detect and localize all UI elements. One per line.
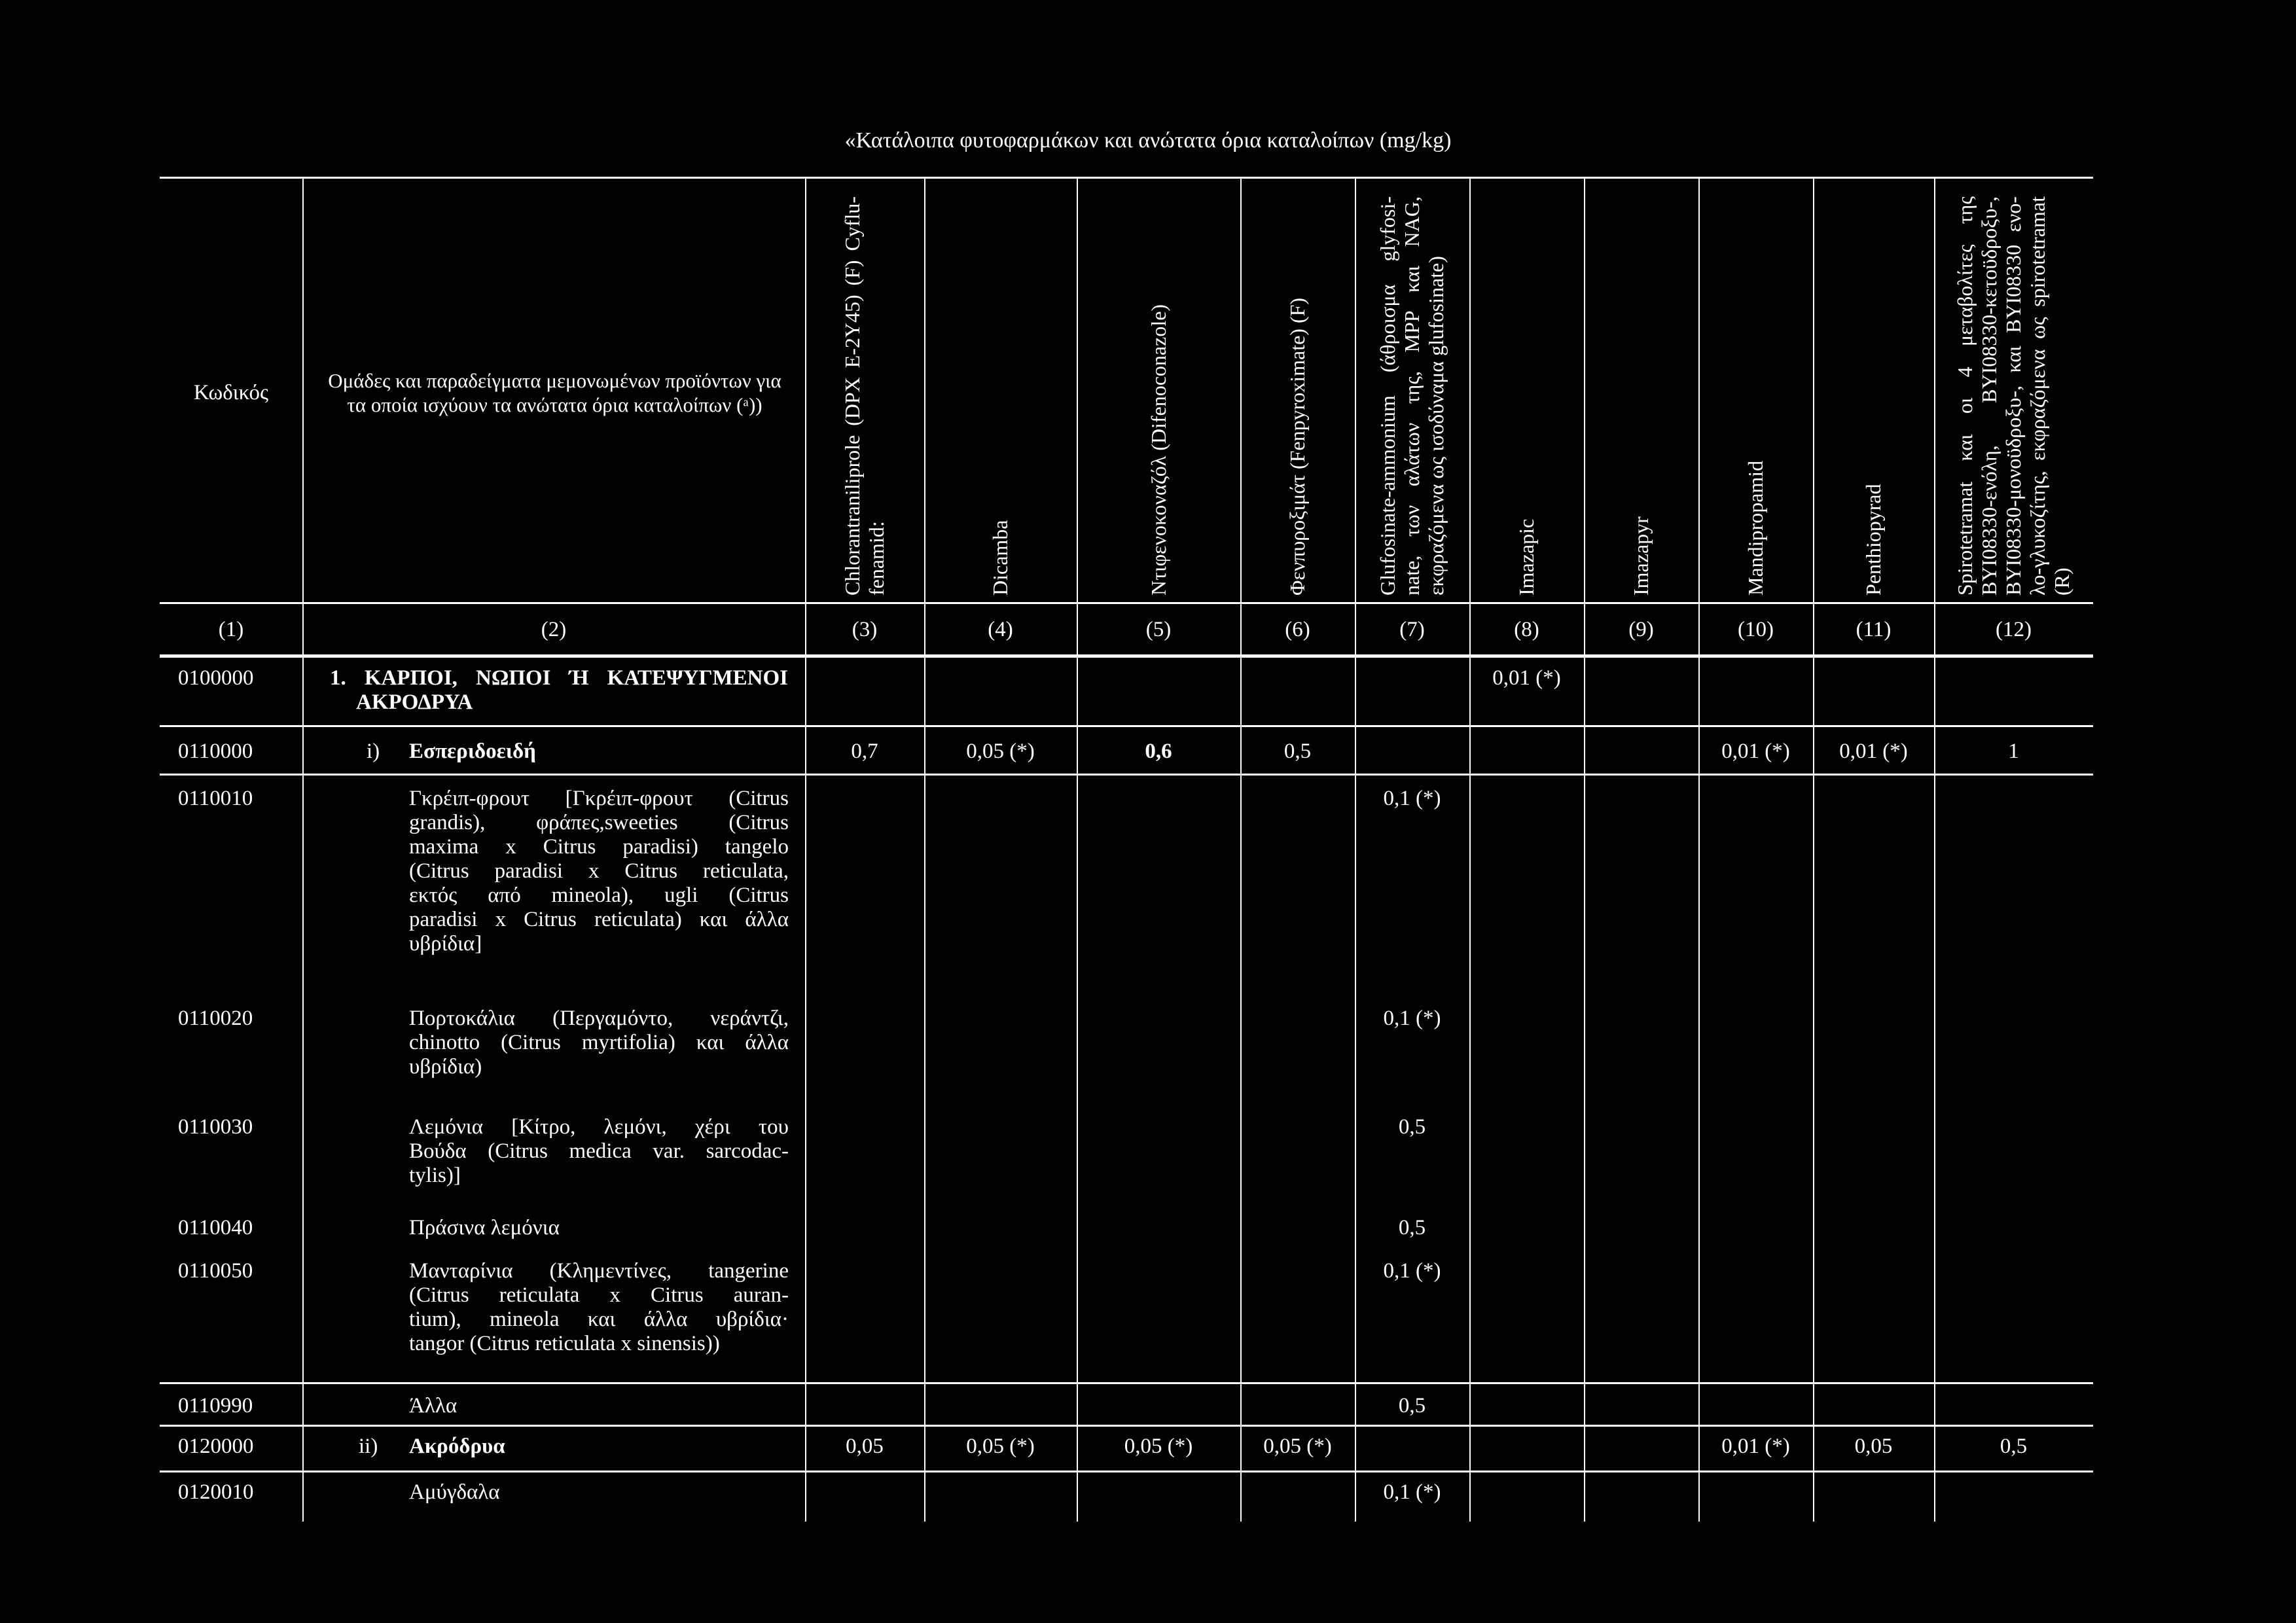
header-substance-line: BYI08330-ενόλη, BYI08330-κετοϋδροξυ-, (1977, 196, 2001, 596)
row-label (409, 740, 789, 764)
row-value: 0,1 (*) (1383, 1259, 1441, 1283)
row-label-line: υβρίδια) (409, 1055, 482, 1079)
header-substance-line: λο-γλυκοζίτης, εκφραζόμενα ως spirotetramat (2026, 196, 2049, 596)
row-label (409, 1394, 789, 1418)
row-label-line: Εσπεριδοειδή (409, 740, 536, 763)
row-label (409, 1259, 789, 1356)
header-substance-6 (1515, 196, 1539, 596)
table-title: «Κατάλοιπα φυτοφαρμάκων και ανώτατα όρια καταλοίπων (mg/kg) (844, 128, 1452, 152)
row-label-line: (Citrus paradisi x Citrus reticulata, (409, 859, 789, 883)
row-label (409, 1115, 789, 1188)
column-divider (1469, 177, 1471, 1522)
row-label-line: εκτός από mineola), ugli (Citrus (409, 883, 789, 907)
row-rule (160, 774, 2093, 776)
header-substance-line: Imazapic (1515, 518, 1538, 596)
header-bottom-rule (160, 602, 2093, 604)
header-substance-line: (R) (2050, 567, 2073, 596)
row-label-line: Πράσινα λεμόνια (409, 1216, 560, 1240)
column-divider (1698, 177, 1700, 1522)
row-label-line: maxima x Citrus paradisi) tangelo (409, 835, 789, 859)
column-divider (805, 177, 806, 1522)
header-code: Κωδικός (193, 381, 269, 404)
header-substance-5 (1376, 196, 1448, 596)
row-value: 0,7 (851, 740, 878, 763)
header-substance-line: Glufosinate-ammonium (άθροισμα glyfosi- (1376, 196, 1399, 596)
row-rule (160, 1382, 2093, 1384)
row-value: 0,1 (*) (1383, 787, 1441, 810)
column-number: (8) (1514, 618, 1539, 641)
row-label (409, 1480, 789, 1505)
row-label-line: tium), mineola και άλλα υβρίδια· (409, 1308, 789, 1331)
column-number: (6) (1285, 618, 1310, 641)
column-number: (2) (541, 618, 567, 641)
column-number: (9) (1628, 618, 1654, 641)
row-value: 0,5 (1283, 740, 1312, 763)
row-value: 0,5 (1398, 1115, 1426, 1139)
header-substance-1 (840, 196, 889, 596)
row-value: 0,01 (*) (1492, 666, 1561, 690)
row-label (409, 1435, 789, 1459)
column-divider (1240, 177, 1242, 1522)
row-value: 0,05 (*) (1124, 1435, 1193, 1458)
row-value: 0,6 (1145, 740, 1172, 763)
row-prefix: ii) (359, 1435, 378, 1458)
header-substance-line: Penthiopyrad (1861, 484, 1885, 596)
column-number: (3) (852, 618, 878, 641)
header-substance-line: Φενπυροξιμάτ (Fenpyroximate) (F) (1285, 297, 1309, 596)
header-substance-line: Dicamba (988, 520, 1012, 596)
row-label-line: chinotto (Citrus myrtifolia) και άλλα (409, 1031, 789, 1054)
header-groups (308, 368, 802, 417)
header-substance-line: Chlorantraniliprole (DPX E-2Y45) (F) Cyflu- (840, 196, 864, 596)
row-label-line: tylis)] (409, 1164, 461, 1187)
header-substance-line: Imazapyr (1629, 516, 1653, 596)
row-label (409, 1216, 789, 1240)
column-number: (11) (1856, 618, 1892, 641)
row-value: 0,05 (846, 1435, 884, 1458)
row-rule (160, 1425, 2093, 1427)
row-label-line: ΑΚΡΟΔΡΥΑ (356, 690, 473, 714)
row-label-line: υβρίδια] (409, 932, 482, 955)
column-number-rule (160, 654, 2093, 658)
row-value: 0,1 (*) (1383, 1480, 1441, 1504)
row-code: 0110000 (178, 740, 253, 763)
row-rule (160, 725, 2093, 727)
header-substance-3 (1147, 196, 1171, 596)
column-number: (10) (1738, 618, 1774, 641)
row-prefix: i) (367, 740, 380, 763)
row-label-line: paradisi x Citrus reticulata) και άλλα (409, 908, 789, 931)
row-value: 0,05 (*) (966, 1435, 1035, 1458)
column-number: (5) (1145, 618, 1172, 641)
row-value: 1 (2008, 740, 2019, 763)
row-label-line: Αμύγδαλα (409, 1480, 500, 1504)
row-value: 0,1 (*) (1383, 1007, 1441, 1030)
column-number: (7) (1399, 618, 1425, 641)
header-substance-line: fenamid: (865, 521, 888, 596)
row-code: 0110030 (178, 1115, 253, 1139)
row-code: 0110050 (178, 1259, 253, 1283)
row-code: 0110990 (178, 1394, 253, 1418)
row-value: 0,5 (1398, 1394, 1426, 1418)
row-value: 0,01 (*) (1721, 740, 1790, 763)
column-divider (1077, 177, 1078, 1522)
row-value: 0,01 (*) (1721, 1435, 1790, 1458)
header-substance-line: Ντιφενοκοναζόλ (Difenoconazole) (1146, 304, 1170, 596)
row-label-line: grandis), φράπες,sweeties (Citrus (409, 811, 789, 834)
column-divider (1355, 177, 1356, 1522)
header-substance-line: BYI08330-μονοϋδροξυ-, και BYI08330 ενο- (2001, 196, 2025, 596)
row-code: 0110010 (178, 787, 253, 810)
row-label (409, 787, 789, 956)
row-code: 0120000 (178, 1435, 254, 1458)
row-label-line: Μανταρίνια (Κλημεντίνες, tangerine (409, 1259, 789, 1283)
row-label-line: Βούδα (Citrus medica var. sarcodac- (409, 1139, 789, 1163)
header-substance-10 (1953, 196, 2074, 596)
header-substance-line: nate, των αλάτων της, MPP και NAG, (1400, 196, 1424, 596)
header-substance-4 (1285, 196, 1310, 596)
row-label (330, 666, 788, 715)
column-divider (1584, 177, 1585, 1522)
column-divider (1813, 177, 1814, 1522)
row-label-line: 1. ΚΑΡΠΟΙ, ΝΩΠΟΙ Ή ΚΑΤΕΨΥΓΜΕΝΟΙ (330, 666, 788, 690)
row-code: 0100000 (178, 666, 254, 690)
header-top-rule (160, 177, 2093, 179)
column-number: (1) (218, 618, 244, 641)
row-code: 0120010 (178, 1480, 254, 1504)
row-value: 0,5 (1398, 1216, 1426, 1240)
header-substance-line: Mandipropamid (1744, 460, 1767, 596)
row-code: 0110040 (178, 1216, 253, 1240)
row-label-line: Ακρόδρυα (409, 1435, 505, 1458)
row-value: 0,05 (*) (966, 740, 1035, 763)
row-label-line: Λεμόνια [Κίτρο, λεμόνι, χέρι του (409, 1115, 789, 1139)
column-number: (4) (988, 618, 1013, 641)
header-substance-7 (1629, 196, 1653, 596)
row-code: 0110020 (178, 1007, 253, 1030)
row-label-line: Άλλα (409, 1394, 457, 1418)
row-label-line: tangor (Citrus reticulata x sinensis)) (409, 1332, 720, 1355)
column-divider (924, 177, 925, 1522)
row-label-line: (Citrus reticulata x Citrus auran- (409, 1283, 789, 1307)
row-value: 0,05 (1854, 1435, 1893, 1458)
column-divider (1934, 177, 1935, 1522)
header-substance-8 (1744, 196, 1768, 596)
header-substance-9 (1861, 196, 1886, 596)
column-divider (302, 177, 304, 1522)
header-substance-line: εκφραζόμενα ως ισοδύναμα glufosinate) (1424, 256, 1448, 596)
row-value: 0,05 (*) (1263, 1435, 1332, 1458)
column-number: (12) (1996, 618, 2032, 641)
row-value: 0,01 (*) (1839, 740, 1908, 763)
row-label (409, 1007, 789, 1079)
header-groups-line: τα οποία ισχύουν τα ανώτατα όρια καταλοίπων (ᵃ)) (347, 393, 762, 416)
row-value: 0,5 (2000, 1435, 2028, 1458)
header-substance-line: Spirotetramat και οι 4 μεταβολίτες της (1953, 196, 1977, 596)
header-substance-2 (988, 196, 1013, 596)
row-label-line: Γκρέιπ-φρουτ [Γκρέιπ-φρουτ (Citrus (409, 787, 789, 810)
row-rule (160, 1471, 2093, 1472)
row-label-line: Πορτοκάλια (Περγαμόντο, νεράντζι, (409, 1007, 789, 1030)
header-groups-line: Ομάδες και παραδείγματα μεμονωμένων προϊόντων για (328, 369, 781, 392)
